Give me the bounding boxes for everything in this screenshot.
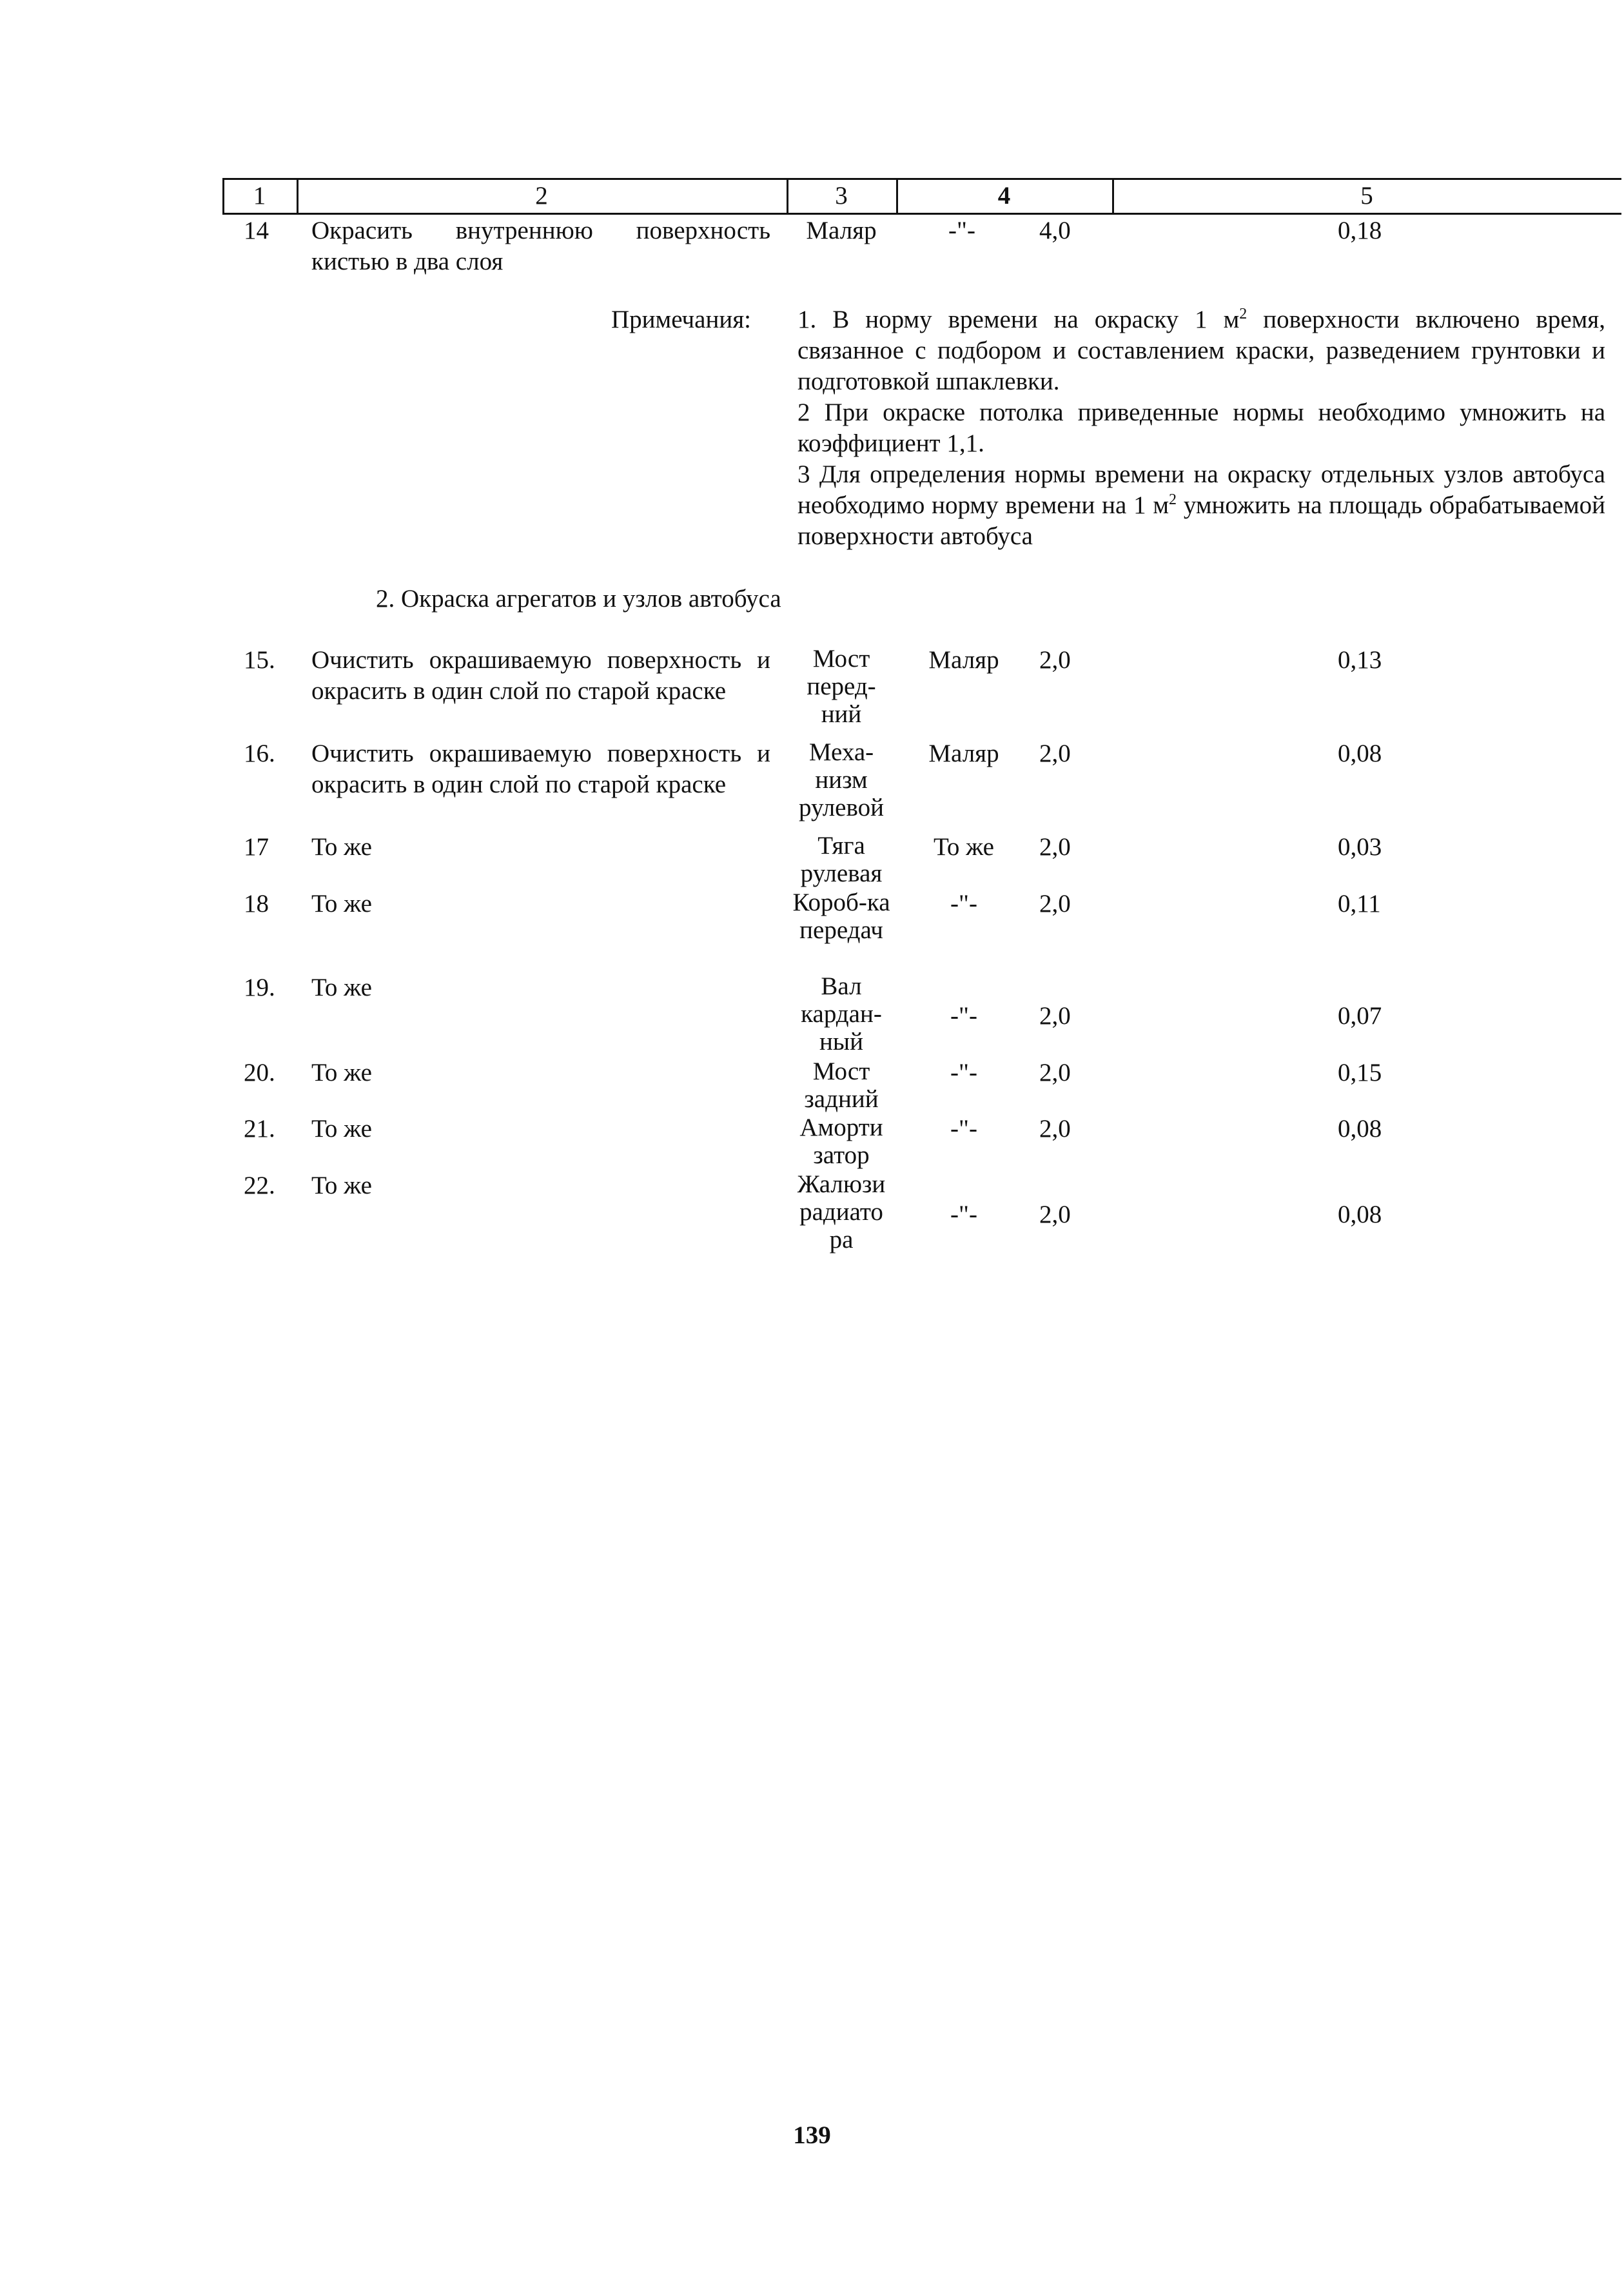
row-norm: 0,15 [1338, 1059, 1382, 1086]
row-unit: Мост перед-ний [807, 645, 876, 728]
row-quantity: 2,0 [1039, 740, 1071, 767]
note-1-text-cont: поверхности включено время, связанное с подбором и составлением краски, разведением грунтовки и подготовкой шпаклевки. [797, 306, 1605, 395]
row-number: 21. [244, 1115, 275, 1143]
row-description: То же [311, 1059, 372, 1086]
row-profession: -"- [950, 1201, 977, 1228]
header-col-2: 2 [535, 182, 548, 210]
row-number: 15. [244, 646, 275, 674]
row-norm: 0,03 [1338, 833, 1382, 861]
row-quantity: 2,0 [1039, 1115, 1071, 1143]
row-description: То же [311, 974, 372, 1001]
row-number: 18 [244, 890, 269, 918]
row-profession: -"- [950, 1002, 977, 1030]
row-norm: 0,18 [1338, 217, 1382, 244]
row-unit: Меха-низм рулевой [798, 738, 885, 821]
row-unit: Вал кардан-ный [801, 972, 882, 1056]
header-col-1: 1 [253, 182, 266, 210]
row-description: То же [311, 1172, 372, 1199]
row-quantity: 2,0 [1039, 1059, 1071, 1086]
row-profession: -"- [950, 1115, 977, 1143]
header-col-3: 3 [835, 182, 848, 210]
row-number: 17 [244, 833, 269, 861]
row-norm: 0,07 [1338, 1002, 1382, 1030]
row-profession: То же [934, 833, 994, 861]
row-quantity: 2,0 [1039, 646, 1071, 674]
row-number: 14 [244, 217, 269, 244]
row-number: 20. [244, 1059, 275, 1086]
row-description: То же [311, 890, 372, 918]
row-description: Очистить окрашиваемую поверхность и окрасить в один слой по старой краске [311, 646, 770, 705]
row-unit: Мост задний [804, 1057, 879, 1113]
row-description: Окрасить внутреннюю поверхность кистью в два слоя [311, 217, 770, 275]
row-number: 19. [244, 974, 275, 1001]
note-1-superscript: 2 [1239, 306, 1247, 322]
row-norm: 0,13 [1338, 646, 1382, 674]
note-1 [797, 304, 1605, 397]
note-3-superscript: 2 [1169, 491, 1177, 508]
row-unit: Тяга рулевая [800, 832, 883, 887]
note-3-text-cont: умножить на площадь обрабатываемой поверхности автобуса [797, 491, 1606, 550]
row-unit: Короб-ка передач [792, 889, 890, 944]
notes-label: Примечания: [611, 306, 751, 333]
page-number: 139 [793, 2121, 831, 2149]
note-3-text: 3 Для определения нормы времени на окраску отдельных узлов автобуса необходимо норму времени на 1 м [797, 460, 1605, 519]
notes [797, 304, 1605, 552]
row-number: 16. [244, 740, 275, 767]
row-quantity: 2,0 [1039, 833, 1071, 861]
row-quantity: 4,0 [1039, 217, 1071, 244]
row-description: То же [311, 833, 372, 861]
row-norm: 0,08 [1338, 740, 1382, 767]
note-2: 2 При окраске потолка приведенные нормы необходимо умножить на коэффициент 1,1. [797, 398, 1605, 457]
row-quantity: 2,0 [1039, 1002, 1071, 1030]
row-profession: -"- [950, 890, 977, 918]
row-profession: Маляр [928, 740, 999, 767]
row-quantity: 2,0 [1039, 890, 1071, 918]
table-header-divider [222, 213, 1621, 215]
row-unit: Жалюзи радиато ра [797, 1170, 886, 1253]
row-profession: -"- [948, 217, 975, 244]
header-col-5: 5 [1360, 182, 1373, 210]
header-col-4: 4 [997, 182, 1011, 210]
note-1-text: 1. В норму времени на окраску 1 м [797, 306, 1240, 333]
section-title: 2. Окраска агрегатов и узлов автобуса [376, 585, 781, 613]
row-quantity: 2,0 [1039, 1201, 1071, 1228]
note-3 [797, 459, 1605, 552]
row-norm: 0,08 [1338, 1201, 1382, 1228]
row-unit: Маляр [806, 217, 877, 244]
row-profession: Маляр [928, 646, 999, 674]
row-unit: Аморти затор [799, 1114, 883, 1169]
row-description: То же [311, 1115, 372, 1143]
row-number: 22. [244, 1172, 275, 1199]
row-norm: 0,11 [1338, 890, 1381, 918]
row-profession: -"- [950, 1059, 977, 1086]
row-norm: 0,08 [1338, 1115, 1382, 1143]
row-description: Очистить окрашиваемую поверхность и окрасить в один слой по старой краске [311, 740, 770, 798]
